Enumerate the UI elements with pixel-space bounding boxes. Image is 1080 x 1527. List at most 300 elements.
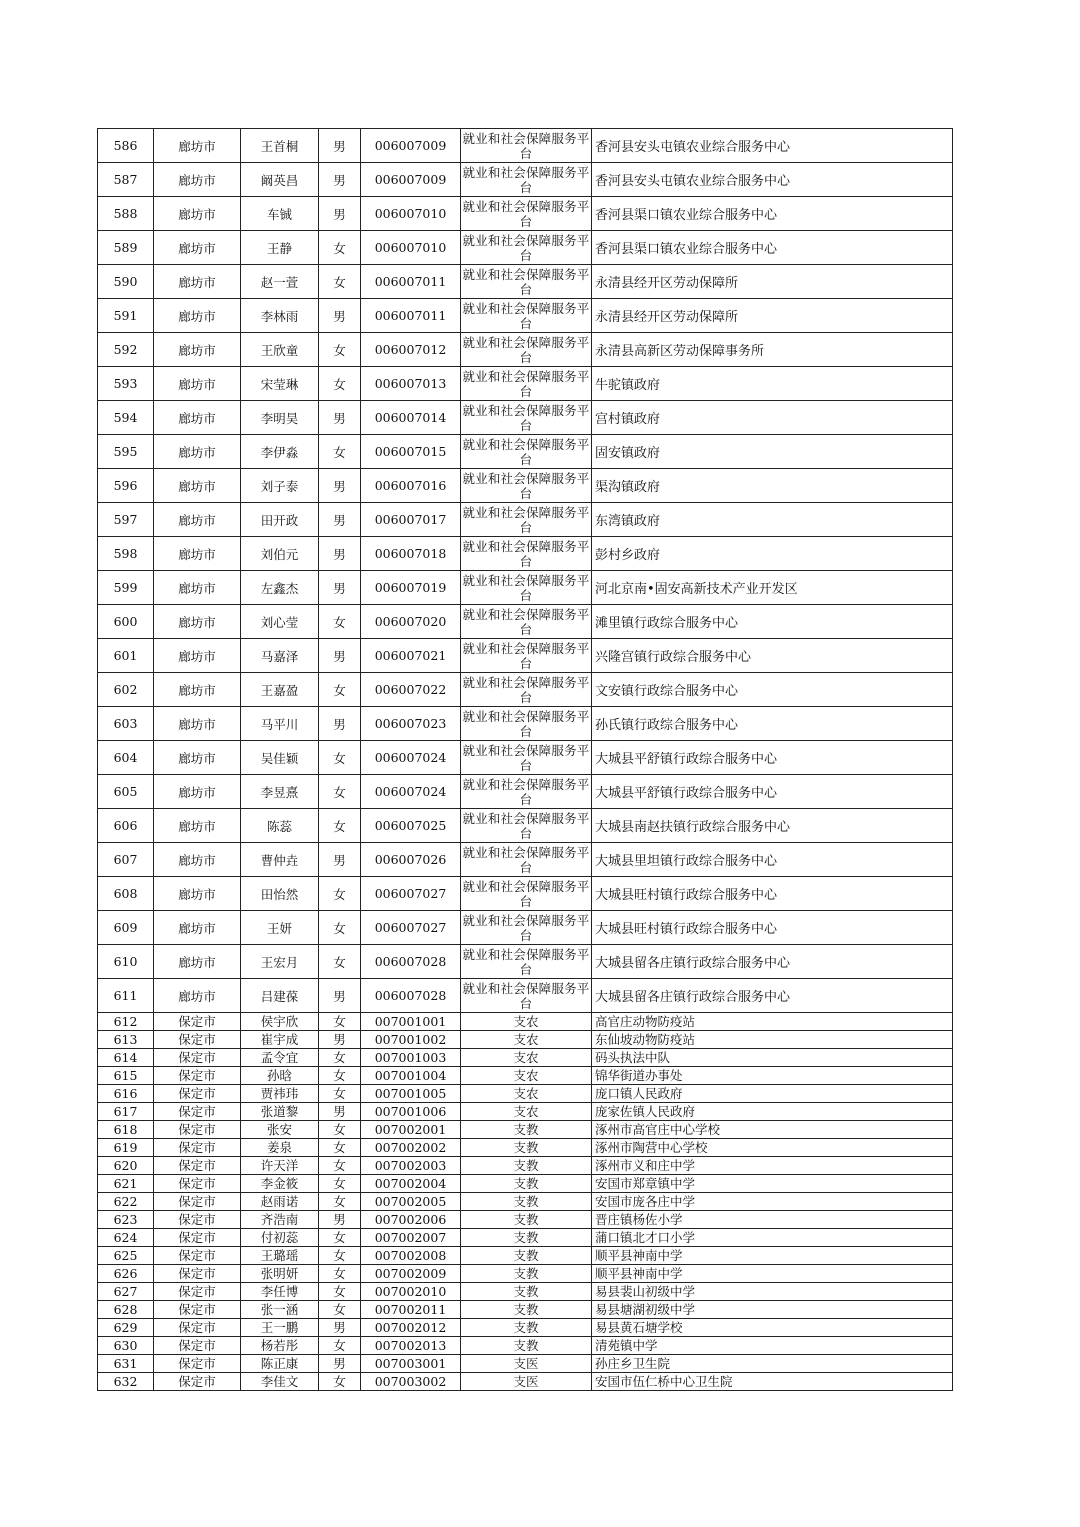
row-number-cell: 589 xyxy=(98,231,154,265)
service-unit-cell: 安国市郑章镇中学 xyxy=(592,1175,953,1193)
name-cell: 马嘉泽 xyxy=(241,639,319,673)
service-unit-cell: 晋庄镇杨佐小学 xyxy=(592,1211,953,1229)
table-row xyxy=(98,1175,953,1193)
name-cell: 陈正康 xyxy=(241,1355,319,1373)
gender-cell: 女 xyxy=(319,1175,361,1193)
table-row xyxy=(98,299,953,333)
row-number-cell: 621 xyxy=(98,1175,154,1193)
gender-cell: 女 xyxy=(319,1121,361,1139)
program-cell: 支教 xyxy=(461,1229,592,1247)
program-cell: 支教 xyxy=(461,1157,592,1175)
name-cell: 吕建葆 xyxy=(241,979,319,1013)
service-unit-cell: 大城县平舒镇行政综合服务中心 xyxy=(592,775,953,809)
name-cell: 张道黎 xyxy=(241,1103,319,1121)
row-number-cell: 601 xyxy=(98,639,154,673)
city-cell: 廊坊市 xyxy=(154,197,241,231)
row-number-cell: 622 xyxy=(98,1193,154,1211)
service-unit-cell: 牛驼镇政府 xyxy=(592,367,953,401)
name-cell: 李金筱 xyxy=(241,1175,319,1193)
table-row xyxy=(98,843,953,877)
gender-cell: 女 xyxy=(319,1157,361,1175)
service-unit-cell: 河北京南•固安高新技术产业开发区 xyxy=(592,571,953,605)
program-cell: 支农 xyxy=(461,1085,592,1103)
position-code-cell: 006007028 xyxy=(361,979,461,1013)
program-cell: 支农 xyxy=(461,1031,592,1049)
row-number-cell: 628 xyxy=(98,1301,154,1319)
position-code-cell: 007001006 xyxy=(361,1103,461,1121)
program-cell: 就业和社会保障服务平台 xyxy=(462,368,590,399)
position-code-cell: 006007026 xyxy=(361,843,461,877)
name-cell: 赵一萱 xyxy=(241,265,319,299)
row-number-cell: 618 xyxy=(98,1121,154,1139)
name-cell: 田怡然 xyxy=(241,877,319,911)
table-row xyxy=(98,129,953,163)
name-cell: 阚英昌 xyxy=(241,163,319,197)
name-cell: 王一鹏 xyxy=(241,1319,319,1337)
gender-cell: 女 xyxy=(319,367,361,401)
program-cell: 支农 xyxy=(461,1013,592,1031)
name-cell: 李昱熹 xyxy=(241,775,319,809)
city-cell: 廊坊市 xyxy=(154,401,241,435)
service-unit-cell: 固安镇政府 xyxy=(592,435,953,469)
row-number-cell: 619 xyxy=(98,1139,154,1157)
row-number-cell: 608 xyxy=(98,877,154,911)
gender-cell: 男 xyxy=(319,1319,361,1337)
row-number-cell: 590 xyxy=(98,265,154,299)
name-cell: 姜泉 xyxy=(241,1139,319,1157)
table-row xyxy=(98,605,953,639)
row-number-cell: 625 xyxy=(98,1247,154,1265)
gender-cell: 男 xyxy=(319,503,361,537)
position-code-cell: 007003002 xyxy=(361,1373,461,1391)
name-cell: 王璐瑶 xyxy=(241,1247,319,1265)
program-cell: 就业和社会保障服务平台 xyxy=(462,266,590,297)
row-number-cell: 605 xyxy=(98,775,154,809)
row-number-cell: 607 xyxy=(98,843,154,877)
name-cell: 李林雨 xyxy=(241,299,319,333)
city-cell: 廊坊市 xyxy=(154,571,241,605)
service-unit-cell: 大城县南赵扶镇行政综合服务中心 xyxy=(592,809,953,843)
name-cell: 吴佳颖 xyxy=(241,741,319,775)
service-unit-cell: 永清县经开区劳动保障所 xyxy=(592,299,953,333)
service-unit-cell: 码头执法中队 xyxy=(592,1049,953,1067)
position-code-cell: 007002006 xyxy=(361,1211,461,1229)
program-cell: 就业和社会保障服务平台 xyxy=(462,810,590,841)
row-number-cell: 631 xyxy=(98,1355,154,1373)
program-cell: 就业和社会保障服务平台 xyxy=(462,402,590,433)
service-unit-cell: 易县塘湖初级中学 xyxy=(592,1301,953,1319)
position-code-cell: 006007010 xyxy=(361,231,461,265)
position-code-cell: 006007024 xyxy=(361,775,461,809)
table-row xyxy=(98,1283,953,1301)
row-number-cell: 606 xyxy=(98,809,154,843)
position-code-cell: 006007021 xyxy=(361,639,461,673)
gender-cell: 女 xyxy=(319,333,361,367)
service-unit-cell: 兴隆宫镇行政综合服务中心 xyxy=(592,639,953,673)
gender-cell: 女 xyxy=(319,1247,361,1265)
program-cell: 支教 xyxy=(461,1301,592,1319)
service-unit-cell: 庞家佐镇人民政府 xyxy=(592,1103,953,1121)
city-cell: 保定市 xyxy=(154,1301,241,1319)
position-code-cell: 007001001 xyxy=(361,1013,461,1031)
city-cell: 保定市 xyxy=(154,1283,241,1301)
table-row xyxy=(98,1211,953,1229)
row-number-cell: 616 xyxy=(98,1085,154,1103)
gender-cell: 男 xyxy=(319,571,361,605)
position-code-cell: 006007010 xyxy=(361,197,461,231)
position-code-cell: 006007012 xyxy=(361,333,461,367)
name-cell: 张安 xyxy=(241,1121,319,1139)
gender-cell: 女 xyxy=(319,1265,361,1283)
program-cell: 支教 xyxy=(461,1121,592,1139)
table-row xyxy=(98,333,953,367)
table-row xyxy=(98,401,953,435)
position-code-cell: 006007017 xyxy=(361,503,461,537)
gender-cell: 男 xyxy=(319,639,361,673)
gender-cell: 女 xyxy=(319,1193,361,1211)
program-cell: 支教 xyxy=(461,1175,592,1193)
service-unit-cell: 顺平县神南中学 xyxy=(592,1247,953,1265)
gender-cell: 女 xyxy=(319,945,361,979)
city-cell: 保定市 xyxy=(154,1247,241,1265)
service-unit-cell: 庞口镇人民政府 xyxy=(592,1085,953,1103)
program-cell: 就业和社会保障服务平台 xyxy=(462,232,590,263)
name-cell: 王妍 xyxy=(241,911,319,945)
program-cell: 支教 xyxy=(461,1265,592,1283)
name-cell: 赵雨诺 xyxy=(241,1193,319,1211)
table-row xyxy=(98,775,953,809)
service-unit-cell: 大城县留各庄镇行政综合服务中心 xyxy=(592,945,953,979)
position-code-cell: 006007011 xyxy=(361,265,461,299)
row-number-cell: 620 xyxy=(98,1157,154,1175)
city-cell: 廊坊市 xyxy=(154,775,241,809)
service-unit-cell: 文安镇行政综合服务中心 xyxy=(592,673,953,707)
row-number-cell: 592 xyxy=(98,333,154,367)
gender-cell: 男 xyxy=(319,537,361,571)
city-cell: 廊坊市 xyxy=(154,469,241,503)
service-unit-cell: 大城县里坦镇行政综合服务中心 xyxy=(592,843,953,877)
gender-cell: 男 xyxy=(319,401,361,435)
name-cell: 曹仲垚 xyxy=(241,843,319,877)
gender-cell: 女 xyxy=(319,1283,361,1301)
program-cell: 就业和社会保障服务平台 xyxy=(462,300,590,331)
table-row xyxy=(98,1355,953,1373)
gender-cell: 女 xyxy=(319,1067,361,1085)
position-code-cell: 006007023 xyxy=(361,707,461,741)
service-unit-cell: 渠沟镇政府 xyxy=(592,469,953,503)
gender-cell: 女 xyxy=(319,1229,361,1247)
program-cell: 就业和社会保障服务平台 xyxy=(462,776,590,807)
program-cell: 就业和社会保障服务平台 xyxy=(462,980,590,1011)
city-cell: 保定市 xyxy=(154,1229,241,1247)
program-cell: 就业和社会保障服务平台 xyxy=(462,844,590,875)
gender-cell: 女 xyxy=(319,809,361,843)
name-cell: 王欣童 xyxy=(241,333,319,367)
table-row xyxy=(98,1067,953,1085)
program-cell: 就业和社会保障服务平台 xyxy=(462,504,590,535)
service-unit-cell: 易县黄石塘学校 xyxy=(592,1319,953,1337)
name-cell: 齐浩南 xyxy=(241,1211,319,1229)
program-cell: 就业和社会保障服务平台 xyxy=(462,946,590,977)
position-code-cell: 006007025 xyxy=(361,809,461,843)
table-row xyxy=(98,707,953,741)
program-cell: 就业和社会保障服务平台 xyxy=(462,164,590,195)
city-cell: 廊坊市 xyxy=(154,537,241,571)
row-number-cell: 600 xyxy=(98,605,154,639)
position-code-cell: 007002008 xyxy=(361,1247,461,1265)
service-unit-cell: 锦华街道办事处 xyxy=(592,1067,953,1085)
table-row xyxy=(98,1121,953,1139)
service-unit-cell: 永清县经开区劳动保障所 xyxy=(592,265,953,299)
row-number-cell: 609 xyxy=(98,911,154,945)
service-unit-cell: 宫村镇政府 xyxy=(592,401,953,435)
position-code-cell: 007002003 xyxy=(361,1157,461,1175)
service-unit-cell: 大城县平舒镇行政综合服务中心 xyxy=(592,741,953,775)
city-cell: 廊坊市 xyxy=(154,129,241,163)
program-cell: 就业和社会保障服务平台 xyxy=(462,742,590,773)
table-row xyxy=(98,571,953,605)
name-cell: 刘心莹 xyxy=(241,605,319,639)
row-number-cell: 614 xyxy=(98,1049,154,1067)
table-row xyxy=(98,435,953,469)
city-cell: 保定市 xyxy=(154,1049,241,1067)
position-code-cell: 007002007 xyxy=(361,1229,461,1247)
gender-cell: 女 xyxy=(319,1337,361,1355)
position-code-cell: 006007018 xyxy=(361,537,461,571)
gender-cell: 男 xyxy=(319,197,361,231)
row-number-cell: 602 xyxy=(98,673,154,707)
name-cell: 陈蕊 xyxy=(241,809,319,843)
gender-cell: 女 xyxy=(319,1301,361,1319)
gender-cell: 女 xyxy=(319,1013,361,1031)
city-cell: 廊坊市 xyxy=(154,435,241,469)
service-unit-cell: 涿州市义和庄中学 xyxy=(592,1157,953,1175)
name-cell: 张一涵 xyxy=(241,1301,319,1319)
service-unit-cell: 涿州市陶营中心学校 xyxy=(592,1139,953,1157)
row-number-cell: 632 xyxy=(98,1373,154,1391)
city-cell: 廊坊市 xyxy=(154,809,241,843)
gender-cell: 男 xyxy=(319,1031,361,1049)
service-unit-cell: 易县裴山初级中学 xyxy=(592,1283,953,1301)
service-unit-cell: 香河县渠口镇农业综合服务中心 xyxy=(592,231,953,265)
city-cell: 廊坊市 xyxy=(154,877,241,911)
gender-cell: 男 xyxy=(319,707,361,741)
position-code-cell: 007002009 xyxy=(361,1265,461,1283)
table-row xyxy=(98,673,953,707)
gender-cell: 女 xyxy=(319,265,361,299)
name-cell: 刘子泰 xyxy=(241,469,319,503)
position-code-cell: 007002001 xyxy=(361,1121,461,1139)
gender-cell: 女 xyxy=(319,1139,361,1157)
name-cell: 王嘉盈 xyxy=(241,673,319,707)
row-number-cell: 627 xyxy=(98,1283,154,1301)
position-code-cell: 006007009 xyxy=(361,163,461,197)
gender-cell: 男 xyxy=(319,163,361,197)
program-cell: 就业和社会保障服务平台 xyxy=(462,130,590,161)
table-row xyxy=(98,1049,953,1067)
service-unit-cell: 清苑镇中学 xyxy=(592,1337,953,1355)
program-cell: 就业和社会保障服务平台 xyxy=(462,198,590,229)
table-row xyxy=(98,1085,953,1103)
name-cell: 贾祎玮 xyxy=(241,1085,319,1103)
city-cell: 保定市 xyxy=(154,1067,241,1085)
table-row xyxy=(98,1373,953,1391)
city-cell: 保定市 xyxy=(154,1193,241,1211)
gender-cell: 男 xyxy=(319,1211,361,1229)
table-row xyxy=(98,809,953,843)
city-cell: 保定市 xyxy=(154,1013,241,1031)
name-cell: 李伊淼 xyxy=(241,435,319,469)
program-cell: 就业和社会保障服务平台 xyxy=(462,470,590,501)
program-cell: 就业和社会保障服务平台 xyxy=(462,708,590,739)
program-cell: 支教 xyxy=(461,1247,592,1265)
table-row xyxy=(98,367,953,401)
service-unit-cell: 孙庄乡卫生院 xyxy=(592,1355,953,1373)
service-unit-cell: 滩里镇行政综合服务中心 xyxy=(592,605,953,639)
position-code-cell: 006007015 xyxy=(361,435,461,469)
table-row xyxy=(98,163,953,197)
table-row xyxy=(98,1157,953,1175)
city-cell: 保定市 xyxy=(154,1139,241,1157)
city-cell: 保定市 xyxy=(154,1121,241,1139)
service-unit-cell: 永清县高新区劳动保障事务所 xyxy=(592,333,953,367)
program-cell: 支教 xyxy=(461,1139,592,1157)
table-row xyxy=(98,537,953,571)
program-cell: 支教 xyxy=(461,1211,592,1229)
name-cell: 王宏月 xyxy=(241,945,319,979)
service-unit-cell: 大城县旺村镇行政综合服务中心 xyxy=(592,877,953,911)
table-row xyxy=(98,231,953,265)
position-code-cell: 006007019 xyxy=(361,571,461,605)
service-unit-cell: 东仙坡动物防疫站 xyxy=(592,1031,953,1049)
table-row xyxy=(98,1265,953,1283)
table-row xyxy=(98,1229,953,1247)
gender-cell: 女 xyxy=(319,911,361,945)
name-cell: 李明昊 xyxy=(241,401,319,435)
name-cell: 王静 xyxy=(241,231,319,265)
name-cell: 付初蕊 xyxy=(241,1229,319,1247)
gender-cell: 女 xyxy=(319,877,361,911)
row-number-cell: 611 xyxy=(98,979,154,1013)
city-cell: 保定市 xyxy=(154,1319,241,1337)
position-code-cell: 007001004 xyxy=(361,1067,461,1085)
gender-cell: 女 xyxy=(319,1373,361,1391)
position-code-cell: 006007013 xyxy=(361,367,461,401)
row-number-cell: 594 xyxy=(98,401,154,435)
position-code-cell: 006007027 xyxy=(361,911,461,945)
program-cell: 支教 xyxy=(461,1337,592,1355)
row-number-cell: 615 xyxy=(98,1067,154,1085)
table-row xyxy=(98,1193,953,1211)
service-unit-cell: 安国市庞各庄中学 xyxy=(592,1193,953,1211)
table-row xyxy=(98,1247,953,1265)
gender-cell: 男 xyxy=(319,299,361,333)
table-row xyxy=(98,1319,953,1337)
city-cell: 廊坊市 xyxy=(154,503,241,537)
roster-table-body xyxy=(98,129,953,1391)
position-code-cell: 007002011 xyxy=(361,1301,461,1319)
program-cell: 就业和社会保障服务平台 xyxy=(462,640,590,671)
program-cell: 支教 xyxy=(461,1283,592,1301)
city-cell: 廊坊市 xyxy=(154,673,241,707)
row-number-cell: 593 xyxy=(98,367,154,401)
position-code-cell: 006007024 xyxy=(361,741,461,775)
city-cell: 廊坊市 xyxy=(154,367,241,401)
position-code-cell: 007001005 xyxy=(361,1085,461,1103)
table-row xyxy=(98,1031,953,1049)
program-cell: 支教 xyxy=(461,1319,592,1337)
city-cell: 保定市 xyxy=(154,1157,241,1175)
program-cell: 就业和社会保障服务平台 xyxy=(462,878,590,909)
row-number-cell: 623 xyxy=(98,1211,154,1229)
program-cell: 就业和社会保障服务平台 xyxy=(462,538,590,569)
city-cell: 廊坊市 xyxy=(154,639,241,673)
gender-cell: 男 xyxy=(319,469,361,503)
table-row xyxy=(98,1013,953,1031)
gender-cell: 女 xyxy=(319,775,361,809)
city-cell: 保定市 xyxy=(154,1373,241,1391)
program-cell: 就业和社会保障服务平台 xyxy=(462,436,590,467)
name-cell: 马平川 xyxy=(241,707,319,741)
city-cell: 保定市 xyxy=(154,1031,241,1049)
gender-cell: 女 xyxy=(319,231,361,265)
service-unit-cell: 香河县渠口镇农业综合服务中心 xyxy=(592,197,953,231)
row-number-cell: 591 xyxy=(98,299,154,333)
service-unit-cell: 蒲口镇北才口小学 xyxy=(592,1229,953,1247)
table-row xyxy=(98,197,953,231)
position-code-cell: 006007016 xyxy=(361,469,461,503)
program-cell: 就业和社会保障服务平台 xyxy=(462,606,590,637)
row-number-cell: 612 xyxy=(98,1013,154,1031)
gender-cell: 女 xyxy=(319,741,361,775)
position-code-cell: 007002005 xyxy=(361,1193,461,1211)
roster-table xyxy=(97,128,953,1391)
name-cell: 崔宇成 xyxy=(241,1031,319,1049)
row-number-cell: 613 xyxy=(98,1031,154,1049)
city-cell: 廊坊市 xyxy=(154,707,241,741)
position-code-cell: 006007009 xyxy=(361,129,461,163)
row-number-cell: 629 xyxy=(98,1319,154,1337)
table-row xyxy=(98,503,953,537)
gender-cell: 女 xyxy=(319,1049,361,1067)
service-unit-cell: 大城县旺村镇行政综合服务中心 xyxy=(592,911,953,945)
service-unit-cell: 安国市伍仁桥中心卫生院 xyxy=(592,1373,953,1391)
row-number-cell: 624 xyxy=(98,1229,154,1247)
name-cell: 李任博 xyxy=(241,1283,319,1301)
position-code-cell: 006007014 xyxy=(361,401,461,435)
gender-cell: 男 xyxy=(319,1355,361,1373)
row-number-cell: 587 xyxy=(98,163,154,197)
program-cell: 支农 xyxy=(461,1067,592,1085)
position-code-cell: 006007022 xyxy=(361,673,461,707)
city-cell: 廊坊市 xyxy=(154,945,241,979)
city-cell: 廊坊市 xyxy=(154,605,241,639)
program-cell: 就业和社会保障服务平台 xyxy=(462,912,590,943)
table-row xyxy=(98,1139,953,1157)
name-cell: 宋莹琳 xyxy=(241,367,319,401)
city-cell: 保定市 xyxy=(154,1175,241,1193)
position-code-cell: 007002002 xyxy=(361,1139,461,1157)
program-cell: 就业和社会保障服务平台 xyxy=(462,334,590,365)
gender-cell: 女 xyxy=(319,1085,361,1103)
program-cell: 支医 xyxy=(461,1373,592,1391)
gender-cell: 男 xyxy=(319,1103,361,1121)
position-code-cell: 007002013 xyxy=(361,1337,461,1355)
city-cell: 廊坊市 xyxy=(154,333,241,367)
gender-cell: 男 xyxy=(319,843,361,877)
position-code-cell: 006007027 xyxy=(361,877,461,911)
city-cell: 保定市 xyxy=(154,1355,241,1373)
